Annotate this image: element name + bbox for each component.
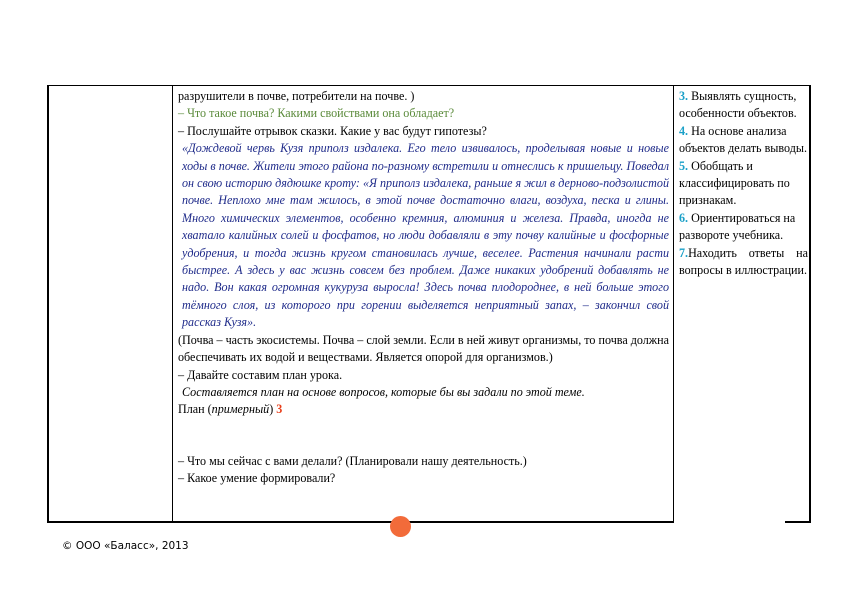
copyright-footer: © ООО «Баласс», 2013 xyxy=(62,540,189,552)
skill-item xyxy=(679,210,808,245)
lesson-activity-cell xyxy=(178,88,669,488)
plan-prefix: План ( xyxy=(178,402,212,417)
skill-item xyxy=(679,88,808,123)
skill-text: Ориентироваться на развороте учебника. xyxy=(679,210,796,243)
skill-text: Обобщать и классифицировать по признакам. xyxy=(679,158,790,208)
text-line: – Послушайте отрывок сказки. Какие у вас будут гипотезы? xyxy=(178,123,487,138)
plan-suffix: ) xyxy=(269,402,277,417)
skill-item xyxy=(679,245,808,262)
skill-item xyxy=(679,123,808,158)
table-bottom-border-left xyxy=(47,521,674,523)
fairy-tale-excerpt: «Дождевой червь Кузя приполз издалека. Его тело извивалось, проделывая новые и новые ходы в почве. Жители этого района по-разному встретили и отнеслись к пришельцу. Поведал он свою историю дядюшке кроту: «Я приполз издалека, раньше я жил в дерново-подзолистой почве. Неплохо мне там жилось, в этой почве достаточно влаги, воздуха, песка и глины. Много химических элементов, особенно кремния, алюминия и железа. Правда, иногда не хватало калийных солей и фосфатов, но люди добавляли в эту почву калийные и фосфорные удобрения, и тогда жизнь кругом становилась лучше, веселее. Растения начинали расти быстрее. А здесь у вас жизнь совсем без проблем. Даже никаких удобрений добавлять не надо. Вон какая огромная кукуруза выросла! Здесь почва плодороднее, в ней больше этого тёмного слоя, из которого при горении выделяется неприятный запах, – закончил свой рассказ Кузя». xyxy=(182,141,669,330)
skill-text: на xyxy=(796,245,808,260)
text-line: – Какое умение формировали? xyxy=(178,471,336,486)
skill-item xyxy=(679,158,808,210)
skill-number: 6. xyxy=(679,210,689,225)
plan-italic: примерный xyxy=(211,402,270,417)
question-line: – Что такое почва? Какими свойствами она обладает? xyxy=(178,106,455,121)
plan-line xyxy=(178,401,669,418)
column-divider-1 xyxy=(172,85,173,523)
skill-number: 4. xyxy=(679,123,689,138)
text-line: разрушители в почве, потребители на почве. ) xyxy=(178,89,415,103)
soil-definition: (Почва – часть экосистемы. Почва – слой земли. Если в ней живут организмы, то почва должна обеспечивать их водой и веществами. Является опорой для организмов.) xyxy=(178,332,669,365)
text-line: – Давайте составим план урока. xyxy=(178,367,343,382)
column-divider-2 xyxy=(673,85,674,523)
table-bottom-border-right xyxy=(785,521,811,523)
plan-note: Составляется план на основе вопросов, которые бы вы задали по этой теме. xyxy=(182,384,585,399)
text-line: – Что мы сейчас с вами делали? (Планировали нашу деятельность.) xyxy=(178,453,527,468)
skills-cell xyxy=(679,88,808,279)
skill-text: Находить xyxy=(688,245,737,260)
plan-number: 3 xyxy=(276,402,283,417)
skill-number: 5. xyxy=(679,158,689,173)
skill-text: ответы xyxy=(748,245,785,260)
skill-text: На основе анализа объектов делать выводы. xyxy=(679,123,808,156)
page-marker-dot xyxy=(390,516,411,537)
skill-number: 7. xyxy=(679,245,689,260)
skill-number: 3. xyxy=(679,89,689,103)
skill-text: Выявлять сущность, особенности объектов. xyxy=(679,89,797,121)
skill-text-continued: вопросы в иллюстрации. xyxy=(679,263,808,278)
